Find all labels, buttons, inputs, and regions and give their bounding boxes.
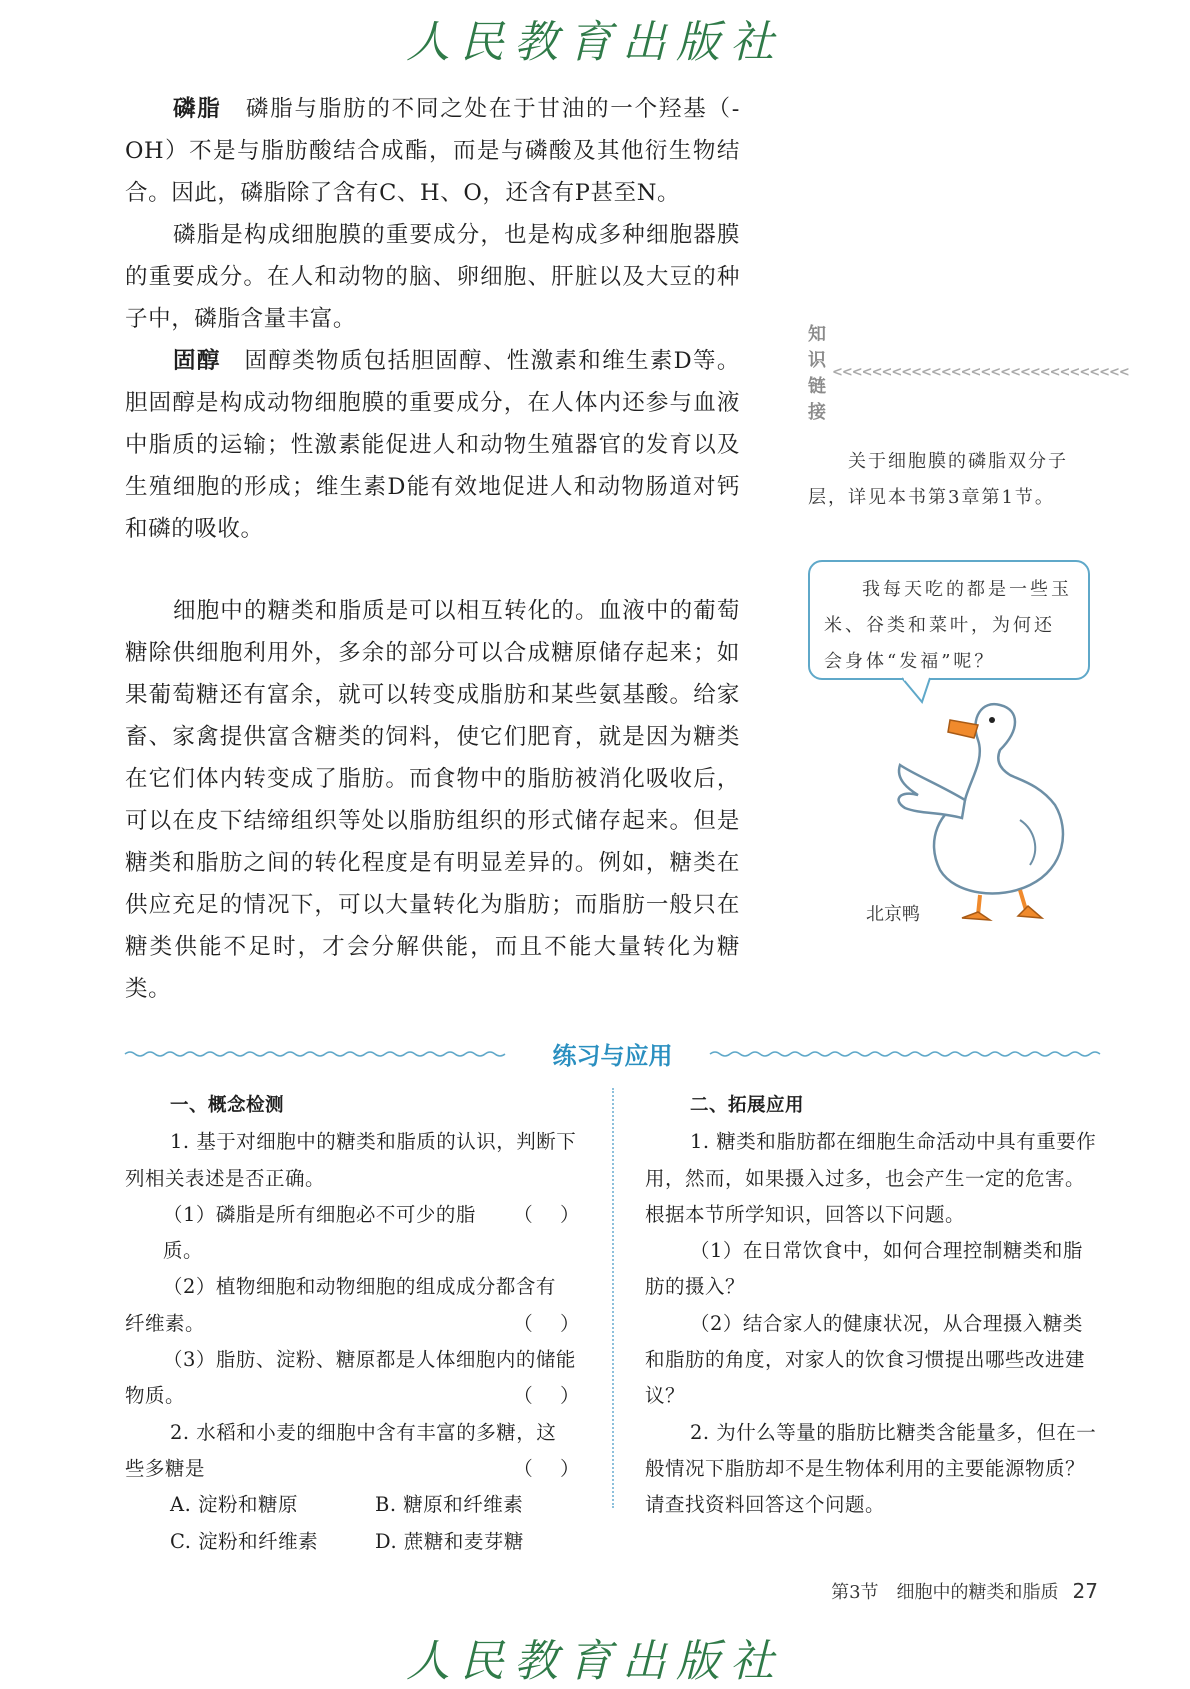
statement-2: （2）植物细胞和动物细胞的组成成分都含有 bbox=[163, 1275, 556, 1299]
answer-blank: （ ） bbox=[513, 1456, 580, 1480]
options-row-1 bbox=[125, 1487, 580, 1523]
question-2: 2. 为什么等量的脂肪比糖类含能量多，但在一般情况下脂肪却不是生物体利用的主要能源物质？请查找资料回答这个问题。 bbox=[645, 1420, 1097, 1517]
paragraph-phospholipid: 磷脂 磷脂与脂肪的不同之处在于甘油的一个羟基（-OH）不是与脂肪酸结合成酯，而是与磷酸及其他衍生物结合。因此，磷脂除了含有C、H、O，还含有P甚至N。 bbox=[125, 96, 740, 206]
page-footer bbox=[831, 1578, 1098, 1604]
statement-2-cont: 纤维素。 （ ） bbox=[125, 1306, 580, 1342]
statement-3-cont: 物质。 （ ） bbox=[125, 1378, 580, 1414]
question-2: 2. 水稻和小麦的细胞中含有丰富的多糖，这 bbox=[170, 1420, 557, 1444]
question-1: 1. 基于对细胞中的糖类和脂质的认识，判断下列相关表述是否正确。 bbox=[125, 1130, 577, 1190]
exercise-title: 练习与应用 bbox=[552, 1042, 673, 1070]
question-2-cont: 些多糖是 （ ） bbox=[125, 1451, 580, 1487]
knowledge-link-text: 关于细胞膜的磷脂双分子层，详见本书第3章第1节。 bbox=[808, 451, 1068, 508]
option-a: A. 淀粉和糖原 bbox=[170, 1493, 298, 1517]
statement-1: （1）磷脂是所有细胞必不可少的脂质。 （ ） bbox=[125, 1197, 580, 1270]
answer-blank: （ ） bbox=[513, 1311, 580, 1335]
duck-caption: 北京鸭 bbox=[866, 904, 920, 925]
page-number: 27 bbox=[1072, 1579, 1098, 1603]
term-phospholipid: 磷脂 bbox=[173, 96, 222, 122]
exercise-header bbox=[125, 1034, 1100, 1074]
answer-blank: （ ） bbox=[513, 1384, 580, 1408]
options-row-2 bbox=[125, 1524, 580, 1560]
column-divider bbox=[612, 1088, 614, 1508]
paragraph-conversion: 细胞中的糖类和脂质是可以相互转化的。血液中的葡萄糖除供细胞利用外，多余的部分可以合成糖原储存起来；如果葡萄糖还有富余，就可以转变成脂肪和某些氨基酸。给家畜、家禽提供富含糖类的饲料，使它们肥育，就是因为糖类在它们体内转变成了脂肪。而食物中的脂肪被消化吸收后，可以在皮下结缔组织等处以脂肪组织的形式储存起来。但是糖类和脂肪之间的转化程度是有明显差异的。例如，糖类在供应充足的情况下，可以大量转化为脂肪；而脂肪一般只在糖类供能不足时，才会分解供能，而且不能大量转化为糖类。 bbox=[125, 598, 740, 1002]
paragraph-sterol: 固醇 固醇类物质包括胆固醇、性激素和维生素D等。胆固醇是构成动物细胞膜的重要成分，在人体内还参与血液中脂质的运输；性激素能促进人和动物生殖器官的发育以及生殖细胞的形成；维生素D能有效地促进人和动物肠道对钙和磷的吸收。 bbox=[125, 348, 740, 542]
publisher-watermark-bottom: 人民教育出版社 bbox=[406, 1636, 784, 1687]
extended-application-column bbox=[645, 1088, 1100, 1524]
option-c: C. 淀粉和纤维素 bbox=[170, 1529, 319, 1553]
chevron-decoration: <<<<<<<<<<<<<<<<<<<<<<<<<<<<<< bbox=[832, 364, 1129, 380]
question-1: 1. 糖类和脂肪都在细胞生命活动中具有重要作用，然而，如果摄入过多，也会产生一定的危害。根据本节所学知识，回答以下问题。 bbox=[645, 1130, 1097, 1226]
option-b: B. 糖原和纤维素 bbox=[375, 1493, 524, 1517]
concept-check-column bbox=[125, 1088, 580, 1560]
option-d: D. 蔗糖和麦芽糖 bbox=[375, 1529, 524, 1553]
knowledge-link bbox=[808, 320, 1129, 516]
subquestion-2: （2）结合家人的健康状况，从合理摄入糖类和脂肪的角度，对家人的饮食习惯提出哪些改进建议？ bbox=[645, 1311, 1086, 1408]
extended-application-heading: 二、拓展应用 bbox=[690, 1095, 805, 1116]
section-title: 第3节 细胞中的糖类和脂质 bbox=[831, 1582, 1059, 1603]
answer-blank: （ ） bbox=[513, 1202, 580, 1226]
statement-3: （3）脂肪、淀粉、糖原都是人体细胞内的储能 bbox=[163, 1348, 576, 1372]
term-sterol: 固醇 bbox=[173, 348, 221, 374]
knowledge-link-title: 知识链接 bbox=[808, 324, 826, 423]
concept-check-heading: 一、概念检测 bbox=[170, 1095, 285, 1116]
publisher-watermark-top: 人民教育出版社 bbox=[406, 17, 784, 68]
main-text bbox=[125, 88, 740, 1010]
duck-illustration bbox=[870, 690, 1090, 930]
subquestion-1: （1）在日常饮食中，如何合理控制糖类和脂肪的摄入？ bbox=[645, 1239, 1083, 1299]
speech-bubble bbox=[808, 560, 1090, 680]
paragraph-phospholipid-role: 磷脂是构成细胞膜的重要成分，也是构成多种细胞器膜的重要成分。在人和动物的脑、卵细胞、肝脏以及大豆的种子中，磷脂含量丰富。 bbox=[125, 222, 740, 332]
speech-bubble-text: 我每天吃的都是一些玉米、谷类和菜叶，为何还会身体“发福”呢？ bbox=[824, 579, 1072, 672]
